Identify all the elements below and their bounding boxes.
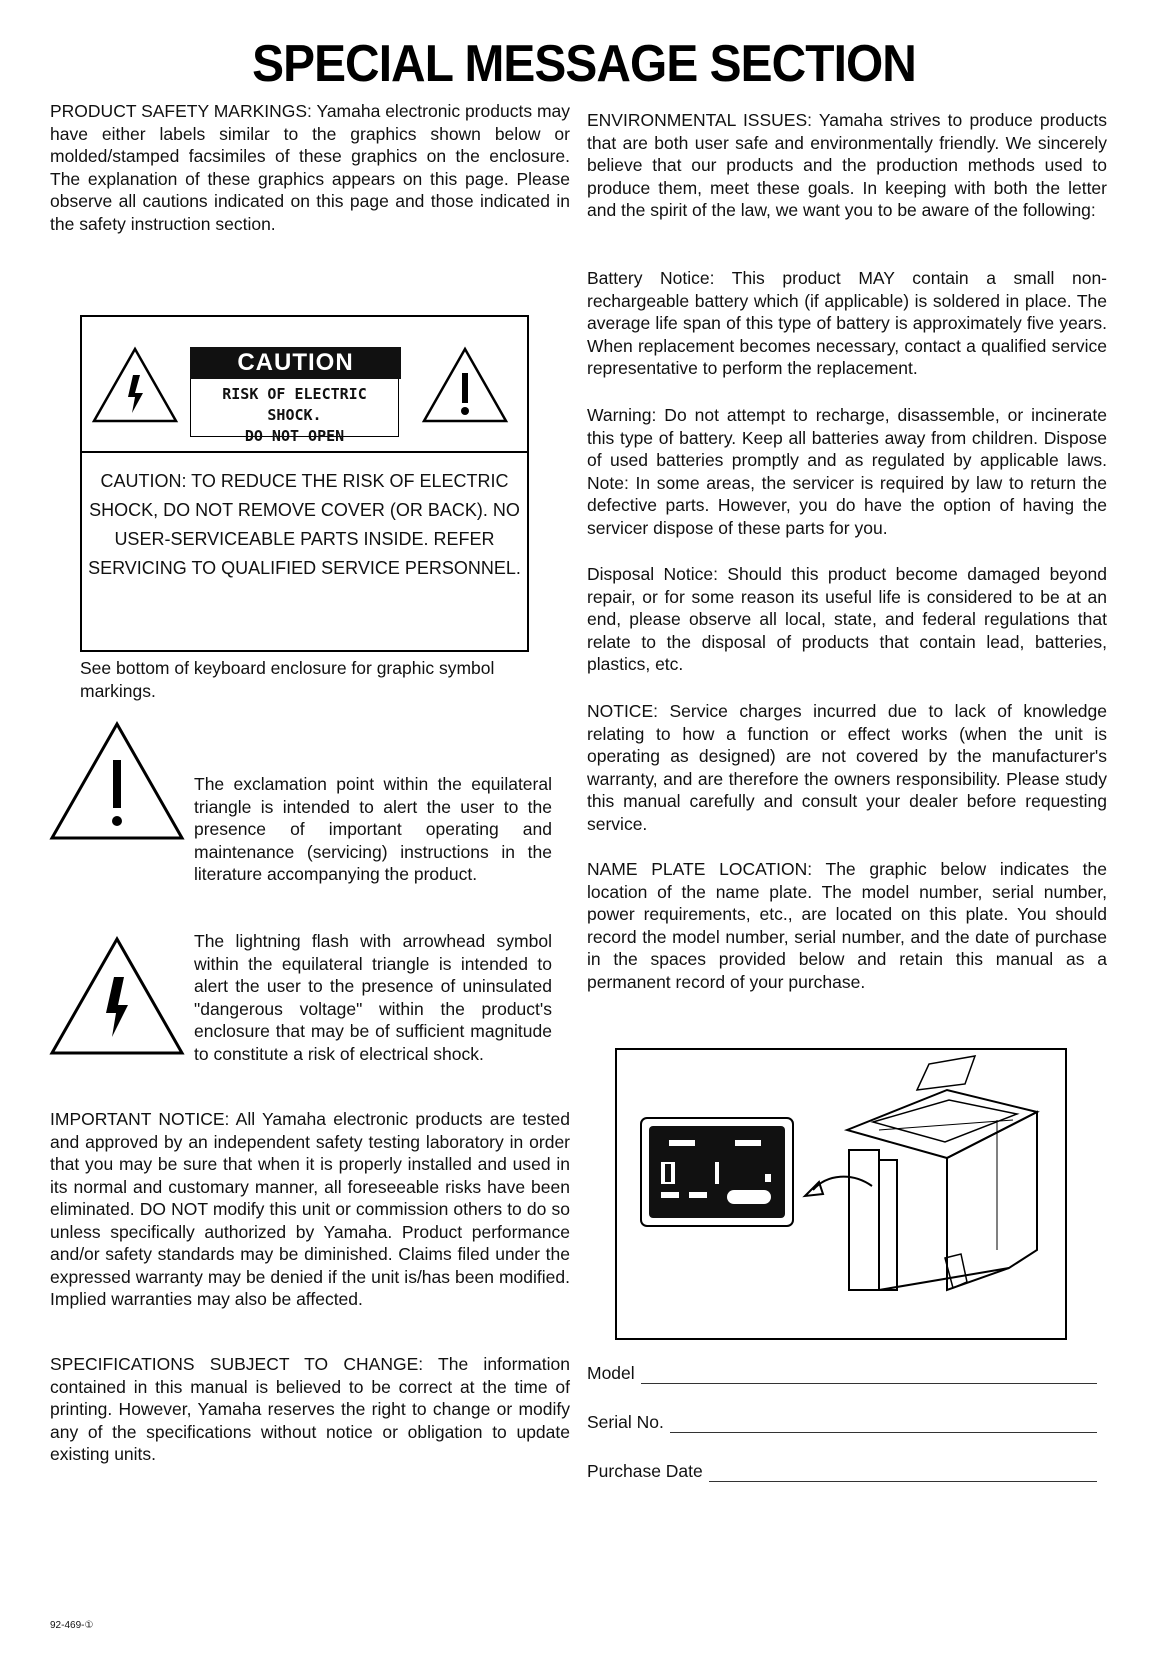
purchase-date-field bbox=[587, 1461, 1097, 1482]
serial-label: Serial No. bbox=[587, 1412, 664, 1432]
document-code: 92-469-① bbox=[50, 1620, 94, 1631]
model-label: Model bbox=[587, 1363, 635, 1383]
caution-sub-line2: DO NOT OPEN bbox=[244, 427, 345, 445]
organ-name-plate-icon bbox=[617, 1050, 1065, 1338]
serial-field bbox=[587, 1412, 1097, 1433]
disposal-notice-paragraph: Disposal Notice: Should this product become damaged beyond repair, or for some reason its useful life is considered to be at an end, please observe all local, state, and federal regulations that relate to the disposal of products that contain lead, batteries, plastics, etc. bbox=[587, 564, 1107, 674]
lightning-explanation: The lightning flash with arrowhead symbol within the equilateral triangle is intended to alert the user to the presence of uninsulated "dangerous voltage" within the product's enclosure that may be of sufficient magnitude to constitute a risk of electrical shock. bbox=[194, 931, 552, 1064]
model-field bbox=[587, 1363, 1097, 1384]
model-input-line[interactable] bbox=[641, 1369, 1097, 1384]
exclamation-explanation: The exclamation point within the equilateral triangle is intended to alert the user to the presence of important operating and maintenance (servicing) instructions in the literature accompanying the product. bbox=[194, 774, 552, 884]
exclamation-triangle-icon bbox=[420, 345, 510, 425]
caution-subtext bbox=[190, 379, 399, 445]
environmental-paragraph: ENVIRONMENTAL ISSUES: Yamaha strives to produce products that are both user safe and environmentally friendly. We sincerely believe that our products and the production methods used to produce them, meet these goals. In keeping with both the letter and the spirit of the law, we want you to be aware of the following: bbox=[587, 110, 1107, 220]
warning-paragraph: Warning: Do not attempt to recharge, disassemble, or incinerate this type of battery. Keep all batteries away from children. Dispose of used batteries promptly and as regulated by applicable laws. Note: In some areas, the servicer is required by law to return the defective parts. However, you do have the option of having the servicer dispose of these parts for you. bbox=[587, 405, 1107, 538]
lightning-triangle-icon bbox=[48, 935, 186, 1057]
service-notice-paragraph: NOTICE: Service charges incurred due to lack of knowledge relating to how a function or effect works (when the unit is operating as designed) are not covered by the manufacturer's warranty, and are therefore the owners responsibility. Please study this manual carefully and consult your dealer before requesting service. bbox=[587, 701, 1107, 834]
see-bottom-note: See bottom of keyboard enclosure for graphic symbol markings. bbox=[80, 658, 495, 701]
name-plate-paragraph: NAME PLATE LOCATION: The graphic below indicates the location of the name plate. The model number, serial number, power requirements, etc., are located on this plate. You should record the model number, serial number, and the date of purchase in the spaces provided below and retain this manual as a permanent record of your purchase. bbox=[587, 859, 1107, 992]
caution-banner bbox=[190, 347, 401, 445]
divider bbox=[82, 451, 527, 453]
purchase-date-input-line[interactable] bbox=[709, 1467, 1097, 1482]
caution-heading: CAUTION bbox=[190, 347, 401, 379]
important-notice-paragraph: IMPORTANT NOTICE: All Yamaha electronic products are tested and approved by an independent safety testing laboratory in order that you may be sure that when it is properly installed and used in its normal and customary manner, all foreseeable risks have been eliminated. DO NOT modify this unit or commission others to do so unless specifically authorized by Yamaha. Product performance and/or safety standards may be diminished. Claims filed under the expressed warranty may be denied if the unit is/has been modified. Implied warranties may also be affected. bbox=[50, 1109, 570, 1309]
caution-label-box bbox=[80, 315, 529, 652]
purchase-date-label: Purchase Date bbox=[587, 1461, 703, 1481]
page-title: SPECIAL MESSAGE SECTION bbox=[252, 35, 916, 93]
product-safety-paragraph: PRODUCT SAFETY MARKINGS: Yamaha electronic products may have either labels similar to the graphics shown below or molded/stamped facsimiles of these graphics on the enclosure. The explanation of these graphics appears on this page. Please observe all cautions indicated on this page and those indicated in the safety instruction section. bbox=[50, 101, 570, 234]
specifications-paragraph: SPECIFICATIONS SUBJECT TO CHANGE: The information contained in this manual is believed to be correct at the time of printing. However, Yamaha reserves the right to change or modify any of the specifications without notice or obligation to update existing units. bbox=[50, 1354, 570, 1464]
exclamation-triangle-icon bbox=[48, 720, 186, 842]
name-plate-illustration bbox=[615, 1048, 1067, 1340]
caution-sub-line1: RISK OF ELECTRIC SHOCK. bbox=[222, 385, 367, 424]
lightning-triangle-icon bbox=[90, 345, 180, 425]
caution-statement: CAUTION: TO REDUCE THE RISK OF ELECTRIC SHOCK, DO NOT REMOVE COVER (OR BACK). NO USER-SERVICEABLE PARTS INSIDE. REFER SERVICING TO QUALIFIED SERVICE PERSONNEL. bbox=[88, 471, 521, 578]
battery-notice-paragraph: Battery Notice: This product MAY contain a small non-rechargeable battery which (if applicable) is soldered in place. The average life span of this type of battery is approximately five years. When replacement becomes necessary, contact a qualified service representative to perform the replacement. bbox=[587, 268, 1107, 378]
serial-input-line[interactable] bbox=[670, 1418, 1097, 1433]
